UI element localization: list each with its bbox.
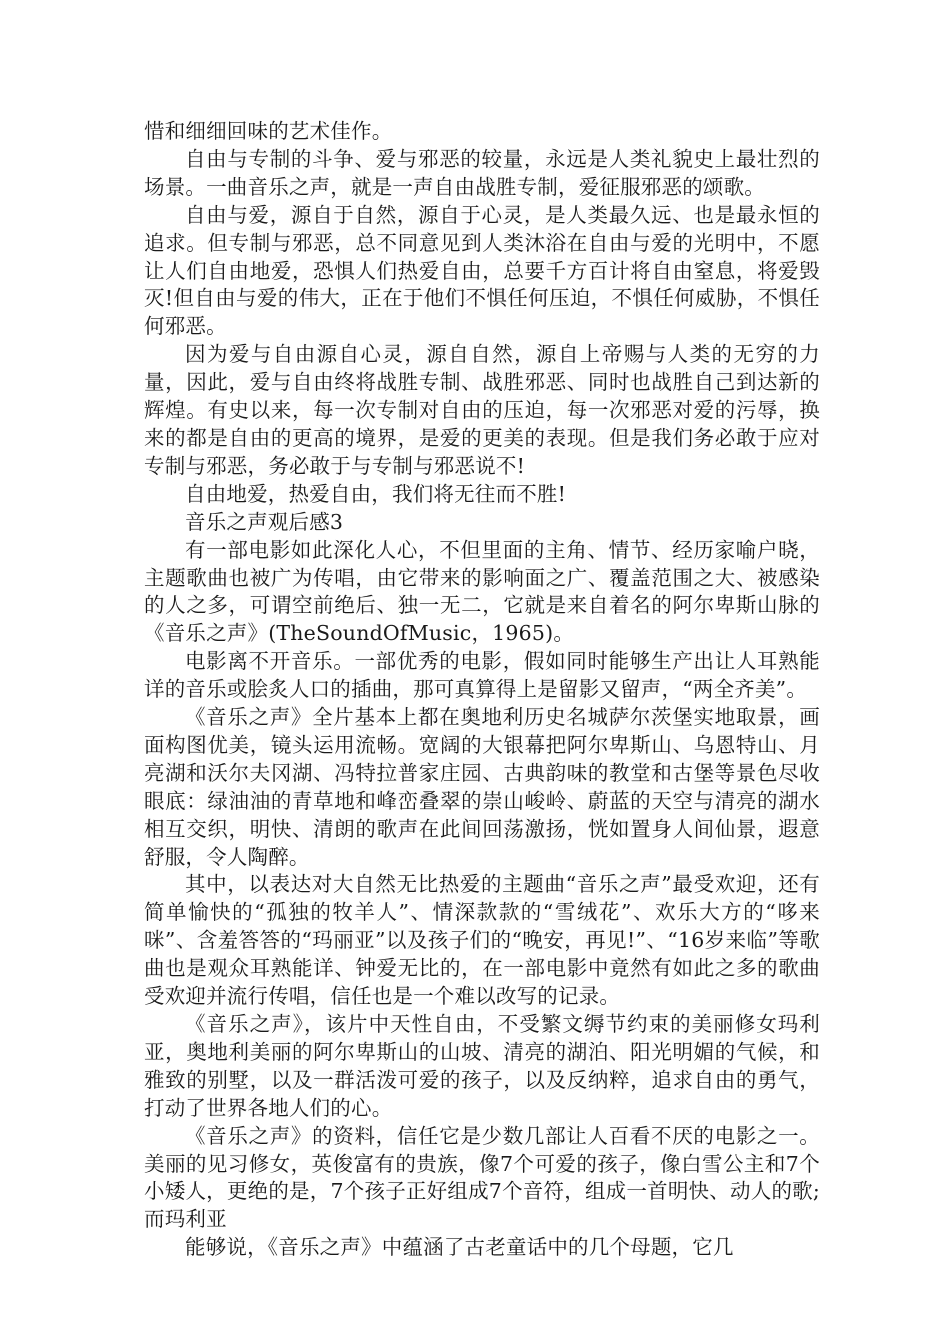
- paragraph-4: 因为爱与自由源自心灵，源自自然，源自上帝赐与人类的无穷的力量，因此，爱与自由终将战胜专制、战胜邪恶、同时也战胜自己到达新的辉煌。有史以来，每一次专制对自由的压迫，每一次邪恶对爱的污辱，换来的都是自由的更高的境界，是爱的更美的表现。但是我们务必敢于应对专制与邪恶，务必敢于与专制与邪恶说不!: [144, 342, 820, 478]
- document-body: [144, 118, 820, 1262]
- paragraph-7: 有一部电影如此深化人心，不但里面的主角、情节、经历家喻户晓，主题歌曲也被广为传唱，由它带来的影响面之广、覆盖范围之大、被感染的人之多，可谓空前绝后、独一无二，它就是来自着名的阿尔卑斯山脉的《音乐之声》(TheSoundOfMusic，1965)。: [144, 537, 820, 646]
- paragraph-13: 能够说，《音乐之声》中蕴涵了古老童话中的几个母题，它几: [185, 1235, 734, 1260]
- paragraph-2: 自由与专制的斗争、爱与邪恶的较量，永远是人类礼貌史上最壮烈的场景。一曲音乐之声，就是一声自由战胜专制，爱征服邪恶的颂歌。: [144, 146, 820, 199]
- paragraph-5: 自由地爱，热爱自由，我们将无往而不胜!: [185, 481, 567, 506]
- paragraph-10: 其中，以表达对大自然无比热爱的主题曲“音乐之声”最受欢迎，还有简单愉快的“孤独的牧羊人”、情深款款的“雪绒花”、欢乐大方的“哆来咪”、含羞答答的“玛丽亚”以及孩子们的“晚安，再见!”、“16岁来临”等歌曲也是观众耳熟能详、钟爱无比的，在一部电影中竟然有如此之多的歌曲受欢迎并流行传唱，信任也是一个难以改写的记录。: [144, 872, 820, 1009]
- paragraph-9: 《音乐之声》全片基本上都在奥地利历史名城萨尔茨堡实地取景，画面构图优美，镜头运用流畅。宽阔的大银幕把阿尔卑斯山、乌恩特山、月亮湖和沃尔夫冈湖、冯特拉普家庄园、古典韵味的教堂和古堡等景色尽收眼底：绿油油的青草地和峰峦叠翠的崇山峻岭、蔚蓝的天空与清亮的湖水相互交织，明快、清朗的歌声在此间回荡激扬，恍如置身人间仙景，遐意舒服，令人陶醉。: [144, 705, 820, 869]
- paragraph-3: 自由与爱，源自于自然，源自于心灵，是人类最久远、也是最永恒的追求。但专制与邪恶，总不同意见到人类沐浴在自由与爱的光明中，不愿让人们自由地爱，恐惧人们热爱自由，总要千方百计将自由窒息，将爱毁灭!但自由与爱的伟大，正在于他们不惧任何压迫，不惧任何威胁，不惧任何邪恶。: [144, 202, 820, 339]
- paragraph-8: 电影离不开音乐。一部优秀的电影，假如同时能够生产出让人耳熟能详的音乐或脍炙人口的插曲，那可真算得上是留影又留声，“两全齐美”。: [144, 649, 820, 702]
- section-heading: 音乐之声观后感3: [185, 509, 344, 534]
- paragraph-12: 《音乐之声》的资料，信任它是少数几部让人百看不厌的电影之一。美丽的见习修女，英俊富有的贵族，像7个可爱的孩子，像白雪公主和7个小矮人，更绝的是，7个孩子正好组成7个音符，组成一首明快、动人的歌;而玛利亚: [144, 1123, 820, 1232]
- paragraph-1: 惜和细细回味的艺术佳作。: [144, 119, 393, 143]
- paragraph-11: 《音乐之声》，该片中天性自由，不受繁文缛节约束的美丽修女玛利亚，奥地利美丽的阿尔卑斯山的山坡、清亮的湖泊、阳光明媚的气候，和雅致的别墅，以及一群活泼可爱的孩子，以及反纳粹，追求自由的勇气，打动了世界各地人们的心。: [144, 1012, 820, 1120]
